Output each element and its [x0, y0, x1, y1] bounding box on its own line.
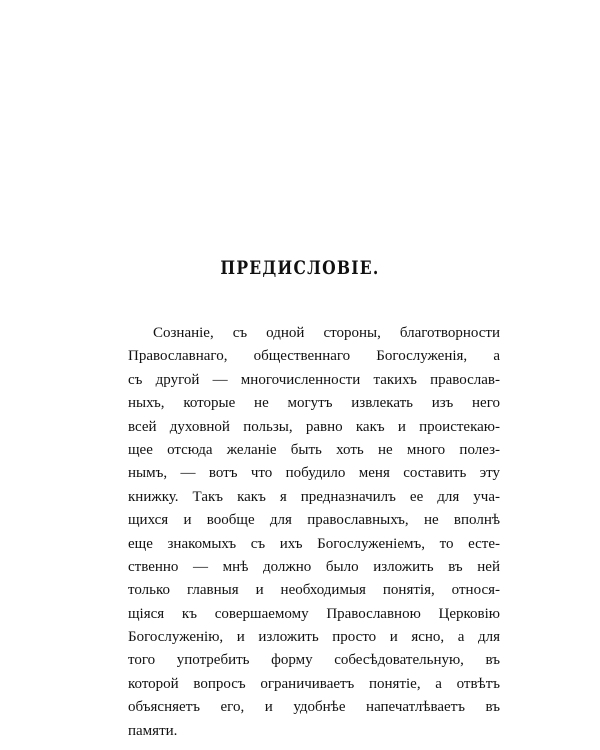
text-line: щіяся къ совершаемому Православною Церковію — [128, 605, 500, 622]
text-line: ныхъ, которые не могутъ извлекать изъ него — [128, 395, 500, 412]
page-heading: ПРЕДИСЛОВІЕ. — [220, 257, 380, 279]
text-line: ственно — мнѣ должно было изложить въ ней — [128, 558, 500, 575]
text-line: Православнаго, общественнаго Богослуженія, а — [128, 348, 500, 365]
text-line: еще знакомыхъ съ ихъ Богослуженіемъ, то есте- — [128, 535, 500, 552]
text-line: щихся и вообще для православныхъ, не вполнѣ — [128, 512, 500, 529]
preface-paragraph — [128, 322, 500, 743]
text-line: щее отсюда желаніе быть хоть не много полез- — [128, 441, 500, 458]
text-line: того употребить форму собесѣдовательную, въ — [128, 652, 500, 669]
text-line: книжку. Такъ какъ я предназначилъ ее для уча- — [128, 488, 500, 505]
text-line: Богослуженію, и изложить просто и ясно, а для — [128, 629, 500, 646]
text-line: которой вопросъ ограничиваетъ понятіе, а отвѣтъ — [128, 675, 500, 692]
text-line: всей духовной пользы, равно какъ и проистекаю- — [128, 418, 500, 435]
text-line: Сознаніе, съ одной стороны, благотворности — [153, 325, 500, 341]
text-line: только главныя и необходимыя понятія, относя- — [128, 582, 500, 599]
text-line: объясняетъ его, и удобнѣе напечатлѣваетъ въ — [128, 699, 500, 716]
text-line: съ другой — многочисленности такихъ православ- — [128, 371, 500, 388]
text-line: памяти. — [128, 722, 178, 739]
text-line: нымъ, — вотъ что побудило меня составить эту — [128, 465, 500, 482]
